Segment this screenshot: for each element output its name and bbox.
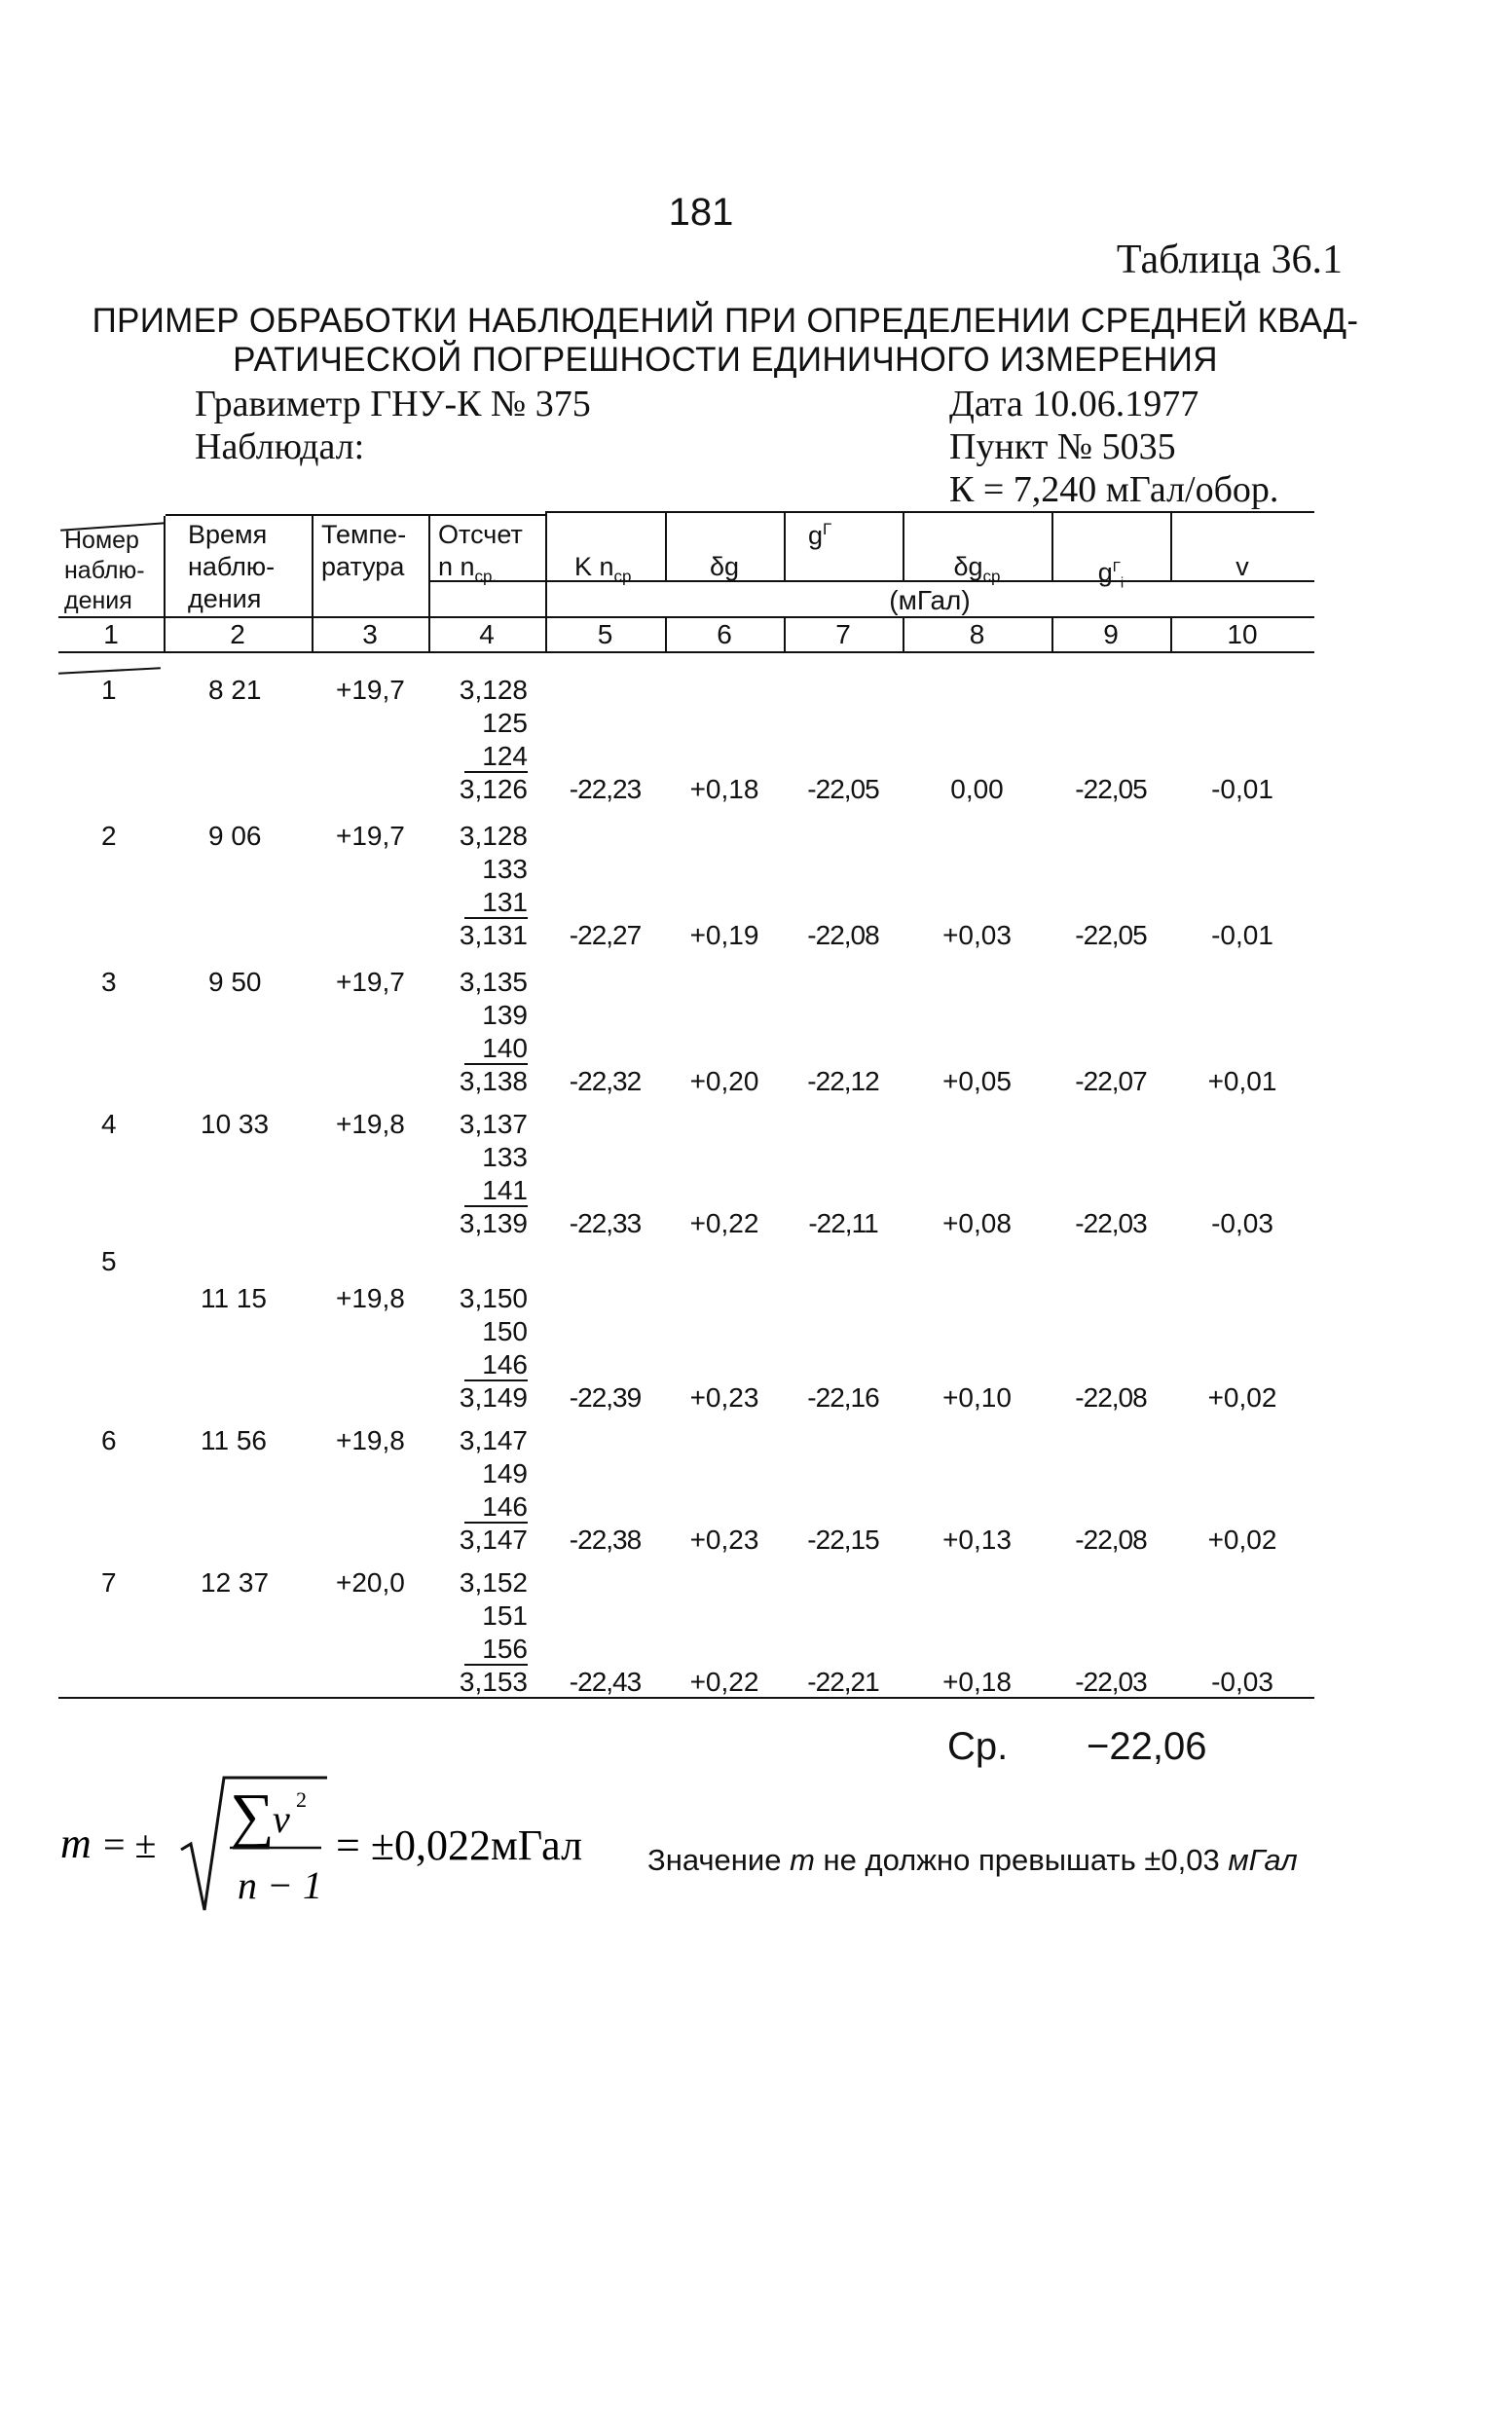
row-mean-reading: 3,149 bbox=[459, 1382, 528, 1413]
row-delta-g-mean: 0,00 bbox=[950, 774, 1004, 804]
column-number: 6 bbox=[717, 619, 732, 649]
average-label: Ср. bbox=[947, 1725, 1009, 1768]
row-g-i: -22,05 bbox=[1075, 920, 1147, 950]
row-time: 9 06 bbox=[208, 821, 262, 851]
row-time: 10 33 bbox=[201, 1109, 270, 1139]
row-reading: 141 bbox=[464, 1175, 528, 1207]
note-m: m bbox=[790, 1843, 815, 1877]
row-reading: 3,147 bbox=[459, 1425, 528, 1455]
row-delta-g-mean: +0,10 bbox=[942, 1382, 1012, 1413]
row-k-n: -22,23 bbox=[569, 774, 642, 804]
table-title-line-1: ПРИМЕР ОБРАБОТКИ НАБЛЮДЕНИЙ ПРИ ОПРЕДЕЛЕНИИ СРЕДНЕЙ КВАД- bbox=[92, 302, 1359, 340]
row-g: -22,05 bbox=[807, 774, 879, 804]
row-g-i: -22,03 bbox=[1075, 1208, 1147, 1238]
row-number: 3 bbox=[101, 967, 117, 997]
row-mean-reading: 3,153 bbox=[459, 1667, 528, 1697]
header-observation-number bbox=[64, 526, 145, 616]
row-v: -0,01 bbox=[1211, 774, 1273, 804]
row-delta-g: +0,23 bbox=[689, 1382, 759, 1413]
formula-note bbox=[647, 1843, 1298, 1878]
row-delta-g: +0,20 bbox=[689, 1066, 759, 1096]
header-text: K n bbox=[574, 552, 614, 581]
header-text: g bbox=[808, 521, 824, 550]
row-reading: 131 bbox=[464, 887, 528, 919]
row-reading: 3,137 bbox=[459, 1109, 528, 1139]
header-text: дения bbox=[64, 587, 132, 614]
row-v: -0,03 bbox=[1211, 1208, 1273, 1238]
header-subscript: ср. bbox=[474, 567, 498, 586]
row-reading: 149 bbox=[482, 1458, 528, 1489]
row-number: 7 bbox=[101, 1567, 117, 1598]
header-text: дения bbox=[188, 584, 262, 613]
date-info: Дата 10.06.1977 bbox=[949, 384, 1199, 424]
row-g-i: -22,08 bbox=[1075, 1525, 1147, 1555]
row-reading: 146 bbox=[464, 1349, 528, 1381]
formula-square: 2 bbox=[296, 1787, 307, 1812]
row-g: -22,15 bbox=[807, 1525, 879, 1555]
header-text: Темпе- bbox=[321, 520, 407, 549]
row-number: 6 bbox=[101, 1425, 117, 1455]
table-top-line-mid bbox=[166, 514, 545, 516]
header-text: g bbox=[1097, 558, 1113, 587]
column-number: 3 bbox=[362, 619, 378, 649]
row-reading: 3,152 bbox=[459, 1567, 528, 1598]
average-value: −22,06 bbox=[1087, 1725, 1207, 1768]
table-top-line-right bbox=[545, 511, 1314, 513]
header-reading bbox=[438, 519, 523, 592]
header-text: наблю- bbox=[64, 557, 145, 584]
row-g: -22,12 bbox=[807, 1066, 879, 1096]
row-reading: 139 bbox=[482, 1000, 528, 1030]
header-subscript: i bbox=[1120, 574, 1125, 592]
row-reading: 125 bbox=[482, 708, 528, 738]
header-text: наблю- bbox=[188, 552, 276, 581]
row-g: -22,11 bbox=[808, 1208, 878, 1238]
column-number: 8 bbox=[969, 619, 985, 649]
row-g: -22,21 bbox=[807, 1667, 879, 1697]
body-top-line-left bbox=[58, 667, 161, 674]
header-text: ратура bbox=[321, 552, 405, 581]
row-delta-g: +0,22 bbox=[689, 1667, 759, 1697]
header-text bbox=[438, 551, 523, 592]
row-reading: 3,150 bbox=[459, 1283, 528, 1313]
row-reading: 150 bbox=[482, 1316, 528, 1346]
formula-v: v bbox=[273, 1797, 290, 1841]
row-reading: 151 bbox=[482, 1600, 528, 1631]
row-temperature: +19,7 bbox=[336, 675, 405, 705]
row-mean-reading: 3,131 bbox=[459, 920, 528, 950]
col-divider-6 bbox=[784, 512, 786, 582]
row-delta-g: +0,18 bbox=[689, 774, 759, 804]
row-g-i: -22,03 bbox=[1075, 1667, 1147, 1697]
row-v: +0,02 bbox=[1207, 1382, 1277, 1413]
row-reading: 133 bbox=[482, 854, 528, 884]
column-number: 7 bbox=[835, 619, 851, 649]
formula-eq-pm: = ± bbox=[103, 1822, 157, 1866]
row-g: -22,16 bbox=[807, 1382, 879, 1413]
row-delta-g-mean: +0,05 bbox=[942, 1066, 1012, 1096]
column-number: 4 bbox=[479, 619, 495, 649]
row-time: 8 21 bbox=[208, 675, 262, 705]
header-delta-g: δg bbox=[709, 552, 740, 581]
column-number: 9 bbox=[1103, 619, 1119, 649]
note-text: Значение bbox=[647, 1843, 791, 1877]
observer-info: Наблюдал: bbox=[195, 426, 365, 467]
header-v: v bbox=[1235, 552, 1249, 581]
formula-denominator: n − 1 bbox=[238, 1863, 322, 1907]
row-temperature: +19,8 bbox=[336, 1283, 405, 1313]
row-reading: 124 bbox=[464, 741, 528, 773]
header-subscript: ср bbox=[613, 567, 632, 586]
row-number: 4 bbox=[101, 1109, 117, 1139]
row-time: 12 37 bbox=[201, 1567, 270, 1598]
row-g-i: -22,08 bbox=[1075, 1382, 1147, 1413]
column-number: 1 bbox=[103, 619, 119, 649]
row-number: 5 bbox=[101, 1246, 117, 1276]
header-text: n n bbox=[438, 552, 475, 581]
row-reading: 133 bbox=[482, 1142, 528, 1172]
row-temperature: +19,8 bbox=[336, 1425, 405, 1455]
formula-result: = ±0,022мГал bbox=[336, 1821, 583, 1869]
row-mean-reading: 3,126 bbox=[459, 774, 528, 804]
header-text: Номер bbox=[64, 527, 139, 554]
header-text: Отсчет bbox=[438, 520, 523, 549]
row-v: +0,02 bbox=[1207, 1525, 1277, 1555]
row-time: 11 15 bbox=[201, 1283, 267, 1313]
row-delta-g-mean: +0,08 bbox=[942, 1208, 1012, 1238]
row-time: 11 56 bbox=[201, 1425, 267, 1455]
row-reading: 3,128 bbox=[459, 821, 528, 851]
header-superscript: Г bbox=[823, 520, 832, 538]
header-text: Время bbox=[188, 520, 268, 549]
header-units: (мГал) bbox=[889, 585, 971, 615]
row-delta-g: +0,22 bbox=[689, 1208, 759, 1238]
note-unit: мГал bbox=[1228, 1843, 1298, 1877]
row-time: 9 50 bbox=[208, 967, 262, 997]
row-delta-g: +0,19 bbox=[689, 920, 759, 950]
row-k-n: -22,38 bbox=[569, 1525, 642, 1555]
row-temperature: +19,7 bbox=[336, 967, 405, 997]
row-temperature: +20,0 bbox=[336, 1567, 405, 1598]
row-g-i: -22,07 bbox=[1075, 1066, 1147, 1096]
formula-sum: ∑ bbox=[230, 1781, 275, 1850]
header-line-3 bbox=[58, 651, 1314, 653]
header-subscript: ср bbox=[982, 567, 1001, 586]
header-line-2 bbox=[58, 616, 1314, 618]
header-superscript: Г bbox=[1112, 559, 1121, 575]
row-mean-reading: 3,138 bbox=[459, 1066, 528, 1096]
column-number: 10 bbox=[1227, 619, 1258, 649]
header-temperature bbox=[321, 519, 406, 583]
point-info: Пункт № 5035 bbox=[949, 426, 1176, 467]
header-observation-time bbox=[188, 519, 275, 615]
column-number: 5 bbox=[597, 619, 613, 649]
row-reading: 156 bbox=[464, 1634, 528, 1666]
row-k-n: -22,33 bbox=[569, 1208, 642, 1238]
row-k-n: -22,39 bbox=[569, 1382, 642, 1413]
row-k-n: -22,32 bbox=[569, 1066, 642, 1096]
row-g-i: -22,05 bbox=[1075, 774, 1147, 804]
rms-formula bbox=[56, 1774, 650, 1920]
table-label: Таблица 36.1 bbox=[1116, 238, 1343, 282]
row-reading: 3,135 bbox=[459, 967, 528, 997]
note-text: не должно превышать ±0,03 bbox=[814, 1843, 1229, 1877]
row-mean-reading: 3,139 bbox=[459, 1208, 528, 1238]
row-v: +0,01 bbox=[1207, 1066, 1277, 1096]
row-mean-reading: 3,147 bbox=[459, 1525, 528, 1555]
row-v: -0,01 bbox=[1211, 920, 1273, 950]
row-number: 2 bbox=[101, 821, 117, 851]
column-number: 2 bbox=[230, 619, 245, 649]
row-v: -0,03 bbox=[1211, 1667, 1273, 1697]
row-number: 1 bbox=[101, 675, 117, 705]
table-title-line-2: РАТИЧЕСКОЙ ПОГРЕШНОСТИ ЕДИНИЧНОГО ИЗМЕРЕНИЯ bbox=[233, 341, 1218, 379]
formula-m: m bbox=[60, 1820, 92, 1867]
row-delta-g-mean: +0,13 bbox=[942, 1525, 1012, 1555]
row-k-n: -22,43 bbox=[569, 1667, 642, 1697]
row-k-n: -22,27 bbox=[569, 920, 642, 950]
header-text: δg bbox=[953, 552, 983, 581]
row-reading: 140 bbox=[464, 1033, 528, 1065]
row-reading: 3,128 bbox=[459, 675, 528, 705]
row-delta-g-mean: +0,03 bbox=[942, 920, 1012, 950]
row-temperature: +19,8 bbox=[336, 1109, 405, 1139]
row-delta-g-mean: +0,18 bbox=[942, 1667, 1012, 1697]
row-reading: 146 bbox=[464, 1491, 528, 1524]
header-g-gravimeter bbox=[808, 513, 831, 552]
k-info: К = 7,240 мГал/обор. bbox=[949, 469, 1279, 510]
gravimeter-info: Гравиметр ГНУ-К № 375 bbox=[195, 384, 591, 424]
row-delta-g: +0,23 bbox=[689, 1525, 759, 1555]
row-g: -22,08 bbox=[807, 920, 879, 950]
row-temperature: +19,7 bbox=[336, 821, 405, 851]
page-number: 181 bbox=[668, 191, 734, 234]
